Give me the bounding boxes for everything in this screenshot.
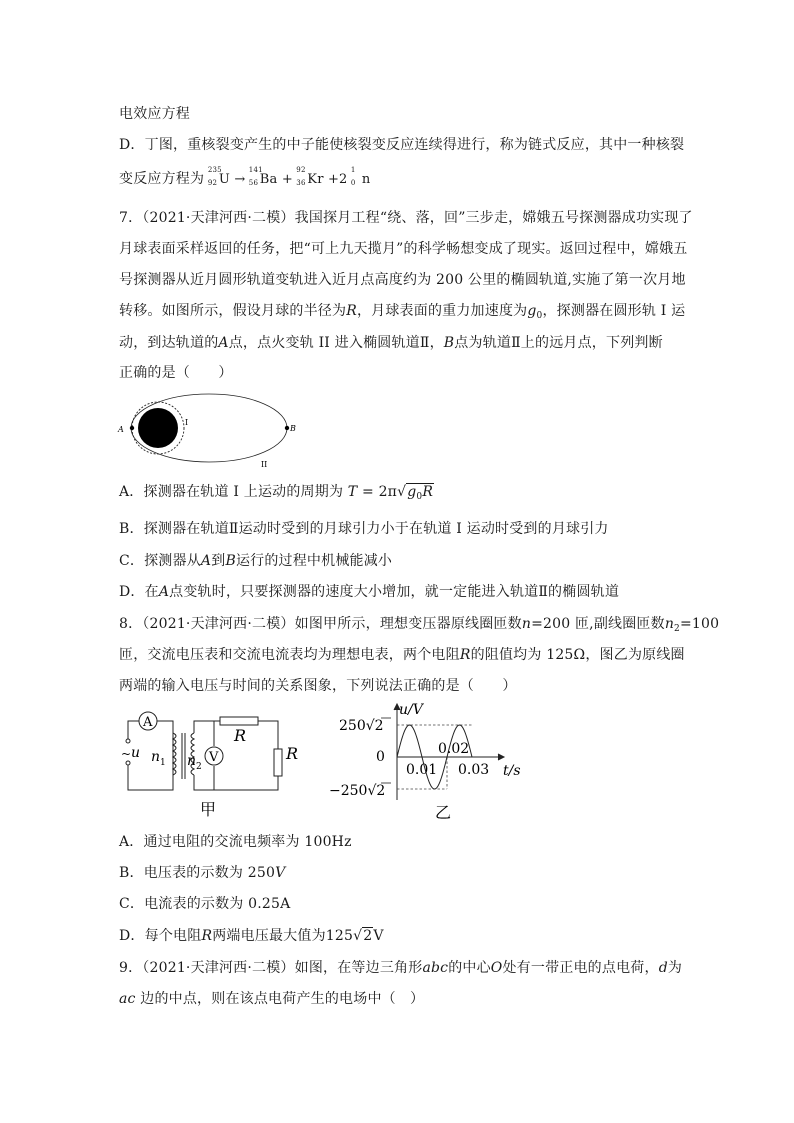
zero-label: 0: [376, 749, 385, 765]
option-d-line2: [119, 168, 370, 188]
q7-line2: 月球表面采样返回的任务，把“可上九天揽月”的科学畅想变成了现实。返回过程中，嫦娥五: [119, 241, 688, 257]
q7-line5: [119, 332, 663, 352]
q7-option-d-b: 点变轨时，只要探测器的速度大小增加，就一定能进入轨道Ⅱ的椭圆轨道: [169, 584, 620, 600]
q7-option-a-text: A．探测器在轨道 I 上运动的周期为: [119, 484, 344, 500]
ba-mass: 141: [248, 166, 263, 174]
q8-option-b-text: B．电压表的示数为 250: [119, 865, 276, 881]
q7-option-a: [119, 481, 434, 502]
q7-line5-b: 点，点火变轨 II 进入椭圆轨道Ⅱ，: [228, 335, 444, 351]
q7-option-b: B．探测器在轨道Ⅱ运动时受到的月球引力小于在轨道 I 运动时受到的月球引力: [119, 521, 609, 537]
q7-line3: 号探测器从近月圆形轨道变轨进入近月点高度约为 200 公里的椭圆轨道,实施了第一次月地: [119, 272, 686, 288]
q8-line1-b: =200 匝,副线圈匝数: [531, 616, 665, 632]
y-min-label: −250√2: [329, 783, 386, 799]
circuit-caption: 甲: [200, 800, 217, 819]
formula-d-unit: V: [373, 928, 384, 944]
ba-symbol: Ba: [259, 172, 278, 187]
plus-sign: +: [281, 172, 293, 187]
arrow: →: [234, 172, 246, 187]
symbol-r: R: [346, 303, 357, 319]
plus-two: +2: [327, 172, 348, 187]
symbol-n: n: [521, 616, 532, 632]
label-orbit-ii: II: [261, 460, 268, 469]
graph-caption: 乙: [435, 803, 452, 822]
q7-line5-a: 动，到达轨道的: [119, 335, 219, 351]
label-b: B: [290, 424, 296, 433]
unit-v: V: [275, 865, 286, 881]
label-a: A: [118, 425, 124, 434]
q8-line3: 两端的输入电压与时间的关系图象，下列说法正确的是（ ）: [119, 678, 517, 694]
tick-label-001: 0.01: [406, 762, 438, 778]
q7-option-c-b: 到: [211, 553, 226, 569]
symbol-a: A: [200, 553, 212, 569]
q8-line2: [119, 644, 685, 664]
formula-g: g: [407, 484, 417, 500]
orbit-diagram: [115, 393, 300, 473]
symbol-g-sub: 0: [536, 311, 543, 321]
ba-charge: 56: [248, 179, 259, 187]
ammeter-label: A: [143, 715, 153, 730]
q8-line2-b: 的阻值均为 125Ω，图乙为原线圈: [470, 647, 685, 663]
circuit-diagram: [118, 705, 308, 825]
symbol-abc: abc: [422, 960, 449, 976]
q7-line4-a: 转移。如图所示，假设月球的半径为: [119, 303, 347, 319]
sqrt-sign: √: [397, 484, 407, 500]
q8-line2-a: 匝，交流电压表和交流电流表均为理想电表，两个电阻: [119, 647, 460, 663]
q8-option-d-b: 两端电压最大值为: [212, 928, 326, 944]
y-axis-label: u/V: [399, 702, 423, 718]
terminal-top: [126, 739, 130, 743]
q7-line6: 正确的是（ ）: [119, 365, 233, 381]
formula-r: R: [422, 484, 434, 500]
fission-equation: [207, 166, 371, 187]
q9-line1-d: 为: [667, 960, 683, 976]
label-orbit-i: I: [185, 418, 189, 427]
source-tilde: ~: [121, 747, 132, 761]
n-mass: 1: [350, 166, 356, 174]
text-line: 电效应方程: [119, 106, 190, 122]
sqrt-sign: √: [353, 928, 363, 944]
symbol-o: O: [490, 960, 503, 976]
y-max-label: 250√2: [339, 718, 384, 734]
resistor-right: [274, 749, 282, 776]
symbol-r: R: [459, 647, 471, 663]
symbol-b: B: [225, 553, 236, 569]
n-charge: 0: [350, 179, 356, 187]
symbol-a: A: [158, 584, 170, 600]
u-charge: 92: [207, 179, 218, 187]
tick-label-003: 0.03: [458, 762, 490, 778]
q9-line1: [119, 957, 682, 977]
q8-line1-c: =100: [679, 616, 720, 632]
formula-t: T: [347, 484, 358, 500]
q9-line1-a: 9．（2021·天津河西·二模）如图，在等边三角形: [119, 960, 423, 976]
q9-line2-b: 边的中点，则在该点电荷产生的电场中（ ）: [135, 991, 425, 1007]
q8-option-d-a: D．每个电阻: [119, 928, 202, 944]
symbol-ac: ac: [119, 991, 136, 1007]
kr-mass: 92: [296, 166, 306, 174]
symbol-r: R: [201, 928, 213, 944]
q7-line4-b: ，月球表面的重力加速度为: [356, 303, 528, 319]
moon: [138, 408, 178, 448]
q7-line1: 7．（2021·天津河西·二模）我国探月工程“绕、落，回”三步走，嫦娥五号探测器成功实现了: [119, 210, 693, 226]
voltage-time-graph: [327, 700, 527, 825]
x-axis-label: t/s: [503, 763, 521, 779]
u-mass: 235: [207, 166, 222, 174]
q7-option-d-a: D．在: [119, 584, 159, 600]
neutron-symbol: n: [361, 172, 371, 187]
q9-line1-c: 处有一带正电的点电荷，: [502, 960, 659, 976]
q7-option-c-a: C．探测器从: [119, 553, 201, 569]
q7-option-c-c: 运行的过程中机械能减小: [235, 553, 393, 569]
kr-symbol: Kr: [307, 172, 324, 187]
q7-option-c: [119, 550, 392, 570]
formula-d-rad: 2: [363, 928, 373, 944]
symbol-g: g: [527, 303, 537, 319]
terminal-bottom: [126, 761, 130, 765]
option-d-line1: D．丁图，重核裂变产生的中子能使核裂变反应连续得进行，称为链式反应，其中一种核裂: [119, 137, 685, 153]
source-u-label: u: [131, 745, 141, 761]
formula-g-sub: 0: [416, 492, 423, 502]
kr-charge: 36: [296, 179, 306, 187]
q8-option-b: [119, 862, 285, 882]
symbol-b: B: [443, 335, 455, 351]
q7-option-d: [119, 581, 619, 601]
q7-line5-c: 点为轨道Ⅱ上的远月点，下列判断: [454, 335, 663, 351]
tick-label-002: 0.02: [438, 741, 470, 757]
symbol-n2-sub: 2: [674, 624, 680, 634]
q8-option-c: C．电流表的示数为 0.25A: [119, 896, 291, 912]
point-a-dot: [130, 426, 134, 430]
q8-line1: [119, 613, 719, 634]
q8-line1-a: 8．（2021·天津河西·二模）如图甲所示，理想变压器原线圈匝数: [119, 616, 522, 632]
symbol-a: A: [218, 335, 229, 351]
formula-eq: = 2π: [357, 484, 398, 500]
q7-line4: [119, 300, 685, 321]
n2-label: $n_2$: [187, 753, 202, 772]
q8-option-a: A．通过电阻的交流电频率为 100Hz: [119, 834, 352, 850]
resistor-top-label: R: [234, 726, 247, 745]
q9-line1-b: 的中心: [448, 960, 491, 976]
q7-line4-c: ，探测器在圆形轨 I 运: [542, 303, 686, 319]
formula-d-value: 125: [325, 928, 354, 944]
symbol-d: d: [658, 960, 668, 976]
symbol-n2: n: [664, 616, 675, 632]
resistor-top: [220, 717, 258, 725]
q9-line2: [119, 988, 424, 1008]
option-d-line2-prefix: 变反应方程为: [119, 171, 205, 187]
u-symbol: U: [218, 172, 231, 187]
voltmeter-label: V: [209, 750, 219, 765]
q8-option-d: [119, 925, 384, 945]
resistor-right-label: R: [286, 744, 299, 763]
point-b-dot: [285, 426, 289, 430]
n1-label: $n_1$: [151, 749, 166, 768]
